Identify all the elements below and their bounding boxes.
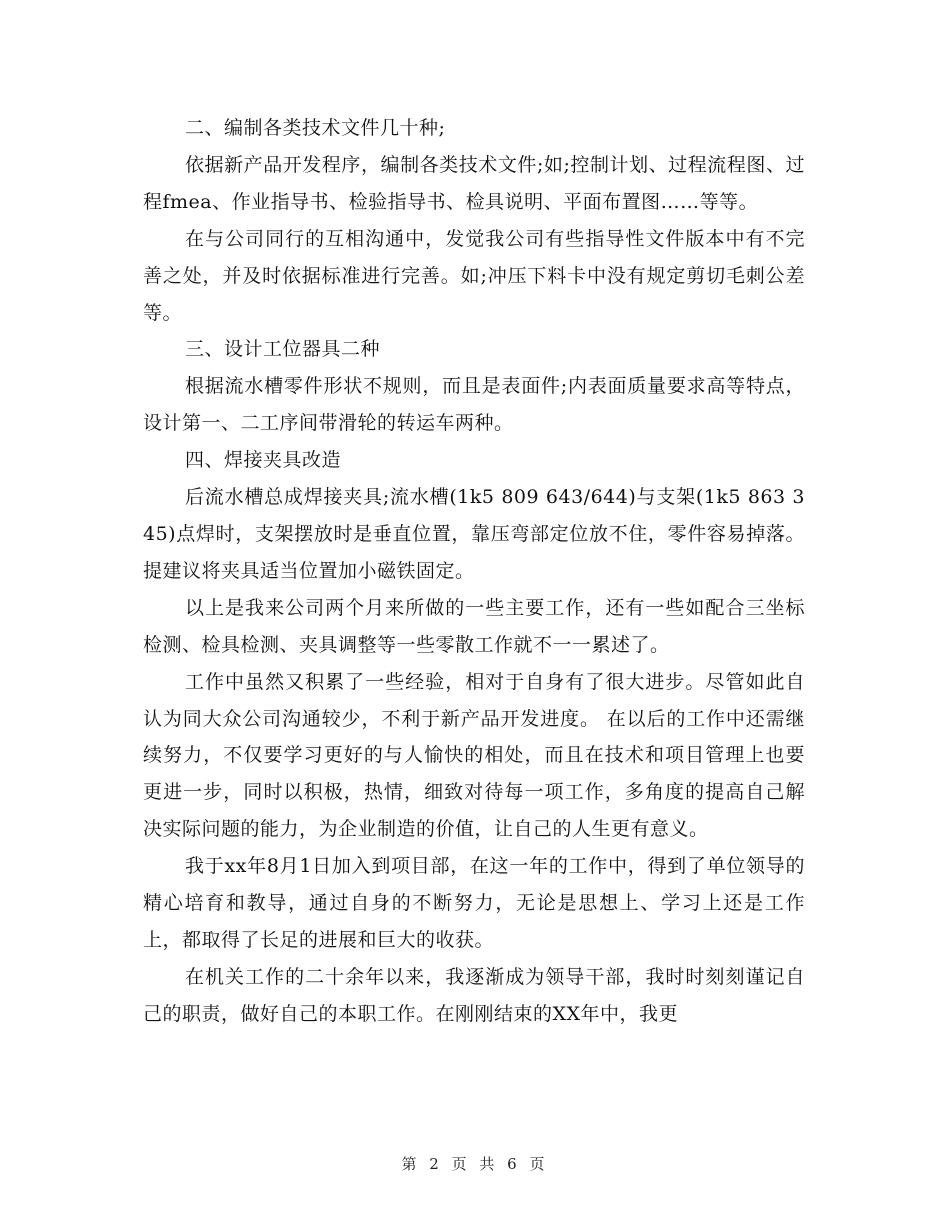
paragraph-heading-2: 二、编制各类技术文件几十种; — [185, 117, 446, 139]
paragraph-project-dept: 我于xx年8月1日加入到项目部，在这一年的工作中，得到了单位领导的精心培育和教导，通过自身的不断努力，无论是思想上、学习上还是工作上，都取得了长足的进展和巨大的收获。 — [143, 855, 805, 951]
paragraph-summary: 以上是我来公司两个月来所做的一些主要工作，还有一些如配合三坐标检测、检具检测、夹具调整等一些零散工作就不一一累述了。 — [143, 596, 805, 656]
paragraph-welding: 后流水槽总成焊接夹具;流水槽(1k5 809 643/644)与支架(1k5 863 345)点焊时，支架摆放时是垂直位置，靠压弯部定位放不住，零件容易掉落。提建议将夹具适当位置加小磁铁固定。 — [143, 486, 805, 582]
document-body — [143, 110, 805, 1033]
paragraph-fixtures: 根据流水槽零件形状不规则，而且是表面件;内表面质量要求高等特点，设计第一、二工序间带滑轮的转运车两种。 — [143, 375, 805, 435]
paragraph-communication: 在与公司同行的互相沟通中，发觉我公司有些指导性文件版本中有不完善之处，并及时依据标准进行完善。如;冲压下料卡中没有规定剪切毛刺公差等。 — [143, 227, 805, 324]
page-number-footer: 第 2 页 共 6 页 — [401, 1155, 549, 1173]
paragraph-heading-4: 四、焊接夹具改造 — [185, 449, 342, 472]
paragraph-heading-3: 三、设计工位器具二种 — [185, 338, 381, 361]
paragraph-tech-docs: 依据新产品开发程序，编制各类技术文件;如;控制计划、过程流程图、过程fmea、作业指导书、检验指导书、检具说明、平面布置图……等等。 — [143, 153, 805, 213]
paragraph-organization: 在机关工作的二十余年以来，我逐渐成为领导干部，我时时刻刻谨记自己的职责，做好自己的本职工作。在刚刚结束的XX年中，我更 — [143, 965, 805, 1025]
paragraph-experience: 工作中虽然又积累了一些经验，相对于自身有了很大进步。尽管如此自认为同大众公司沟通较少，不利于新产品开发进度。 在以后的工作中还需继续努力，不仅要学习更好的与人愉快的相处，而且在技术和项目管理上也要更进一步，同时以积极，热情，细致对待每一项工作，多角度的提高自己解决实际问题的能力，为企业制造的价值，让自己的人生更有意义。 — [143, 670, 805, 841]
